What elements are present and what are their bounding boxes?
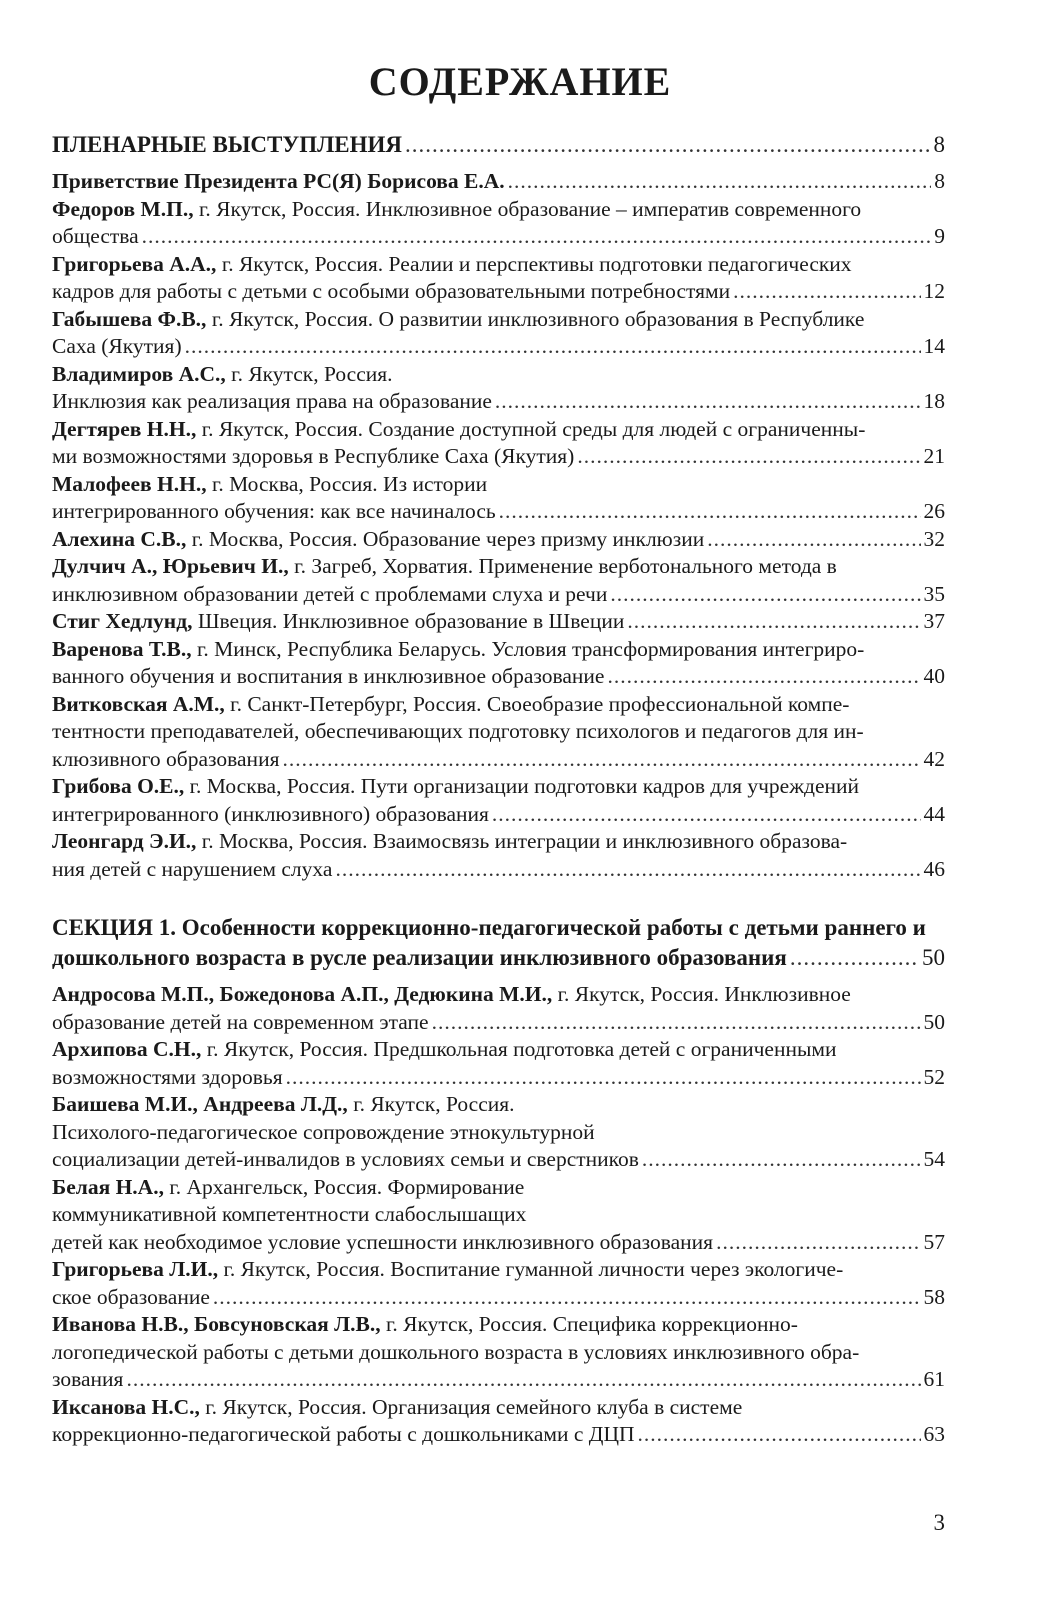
toc-entry: [52, 168, 945, 196]
entry-title: Швеция. Инклюзивное образование в Швеции: [192, 609, 625, 633]
entry-page: 37: [923, 609, 945, 633]
toc-entry: [52, 251, 945, 306]
entry-title: ми возможностями здоровья в Республике Саха (Якутия): [52, 444, 575, 468]
entry-page: 54: [923, 1147, 945, 1171]
toc-entry: [52, 608, 945, 636]
entry-author: Леонгард Э.И.,: [52, 829, 197, 853]
entry-author: Григорьева А.А.,: [52, 251, 217, 276]
table-of-contents: [52, 130, 945, 1449]
entry-title: коррекционно-педагогической работы с дошкольниками с ДЦП: [52, 1422, 635, 1446]
entry-page: 14: [923, 334, 945, 358]
entry-text: г. Якутск, Россия. О развитии инклюзивного образования в Республике: [206, 306, 865, 331]
entry-page: 26: [923, 499, 945, 523]
entry-page: 21: [923, 444, 945, 468]
entry-title: социализации детей-инвалидов в условиях семьи и сверстников: [52, 1147, 639, 1171]
entry-text: г. Якутск, Россия. Предшкольная подготовка детей с ограниченными: [201, 1037, 837, 1061]
entry-title: инклюзивном образовании детей с проблемами слуха и речи: [52, 581, 608, 606]
entry-title: клюзивного образования: [52, 746, 280, 771]
toc-entry: [52, 1256, 945, 1311]
plenary-heading: ПЛЕНАРНЫЕ ВЫСТУПЛЕНИЯ ..... 8: [52, 130, 945, 160]
entry-page: 40: [923, 664, 945, 688]
entry-title: Инклюзия как реализация права на образование: [52, 389, 492, 413]
entry-text: г. Якутск, Россия. Инклюзивное: [552, 982, 851, 1006]
entry-author: Варенова Т.В.,: [52, 636, 192, 661]
entry-author: Витковская А.М.,: [52, 691, 225, 716]
entry-page: 46: [923, 856, 945, 881]
entry-page: 42: [923, 746, 945, 771]
entry-text: г. Якутск, Россия. Организация семейного клуба в системе: [199, 1394, 743, 1419]
toc-entry: [52, 1174, 945, 1257]
entry-text: г. Москва, Россия. Взаимосвязь интеграции и инклюзивного образова-: [196, 829, 848, 853]
section1-entries: [52, 981, 945, 1449]
entry-text: г. Архангельск, Россия. Формирование: [163, 1174, 525, 1199]
entry-author: Иванова Н.В., Бовсуновская Л.В.,: [52, 1312, 381, 1336]
entry-author: Григорьева Л.И.,: [52, 1257, 219, 1281]
entry-text: г. Якутск, Россия.: [225, 361, 393, 386]
entry-text: г. Якутск, Россия. Инклюзивное образование – императив современного: [193, 196, 862, 221]
entry-author: Дегтярев Н.Н.,: [52, 416, 197, 441]
entry-author: Алехина С.В.,: [52, 526, 187, 551]
entry-title: г. Москва, Россия. Образование через призму инклюзии: [186, 526, 705, 551]
entry-page: 8: [934, 169, 945, 193]
entry-text: тентности преподавателей, обеспечивающих подготовку психологов и педагогов для ин-: [52, 719, 864, 743]
toc-entry: [52, 691, 945, 774]
entry-page: 63: [923, 1422, 945, 1446]
entry-title: возможностями здоровья: [52, 1064, 283, 1089]
entry-page: 52: [923, 1064, 945, 1089]
entry-text: г. Москва, Россия. Из истории: [206, 471, 488, 496]
entry-text: г. Москва, Россия. Пути организации подготовки кадров для учреждений: [184, 774, 860, 798]
entry-title: ния детей с нарушением слуха: [52, 856, 333, 881]
entry-page: 58: [923, 1284, 945, 1309]
entry-text: г. Якутск, Россия.: [347, 1092, 515, 1116]
entry-text: г. Загреб, Хорватия. Применение верботонального метода в: [288, 554, 837, 578]
toc-entry: [52, 1394, 945, 1449]
entry-page: 35: [923, 581, 945, 606]
entry-page: 12: [923, 279, 945, 303]
entry-page: 57: [923, 1229, 945, 1254]
toc-entry: [52, 1091, 945, 1174]
toc-entry: [52, 636, 945, 691]
toc-entry: [52, 828, 945, 883]
entry-text: г. Минск, Республика Беларусь. Условия трансформирования интегриро-: [191, 636, 865, 661]
plenary-entries: [52, 168, 945, 883]
entry-author: Грибова О.Е.,: [52, 774, 185, 798]
entry-text: г. Якутск, Россия. Создание доступной среды для людей с ограниченны-: [196, 416, 866, 441]
entry-title: образование детей на современном этапе: [52, 1009, 429, 1034]
toc-entry: [52, 553, 945, 608]
page-title: СОДЕРЖАНИЕ: [368, 59, 672, 104]
entry-page: 50: [923, 1009, 945, 1034]
entry-title: зования: [52, 1367, 124, 1391]
entry-title: ское образование: [52, 1284, 210, 1309]
page-number: 3: [933, 1510, 945, 1535]
entry-page: 44: [923, 801, 945, 826]
entry-text: г. Якутск, Россия. Реалии и перспективы подготовки педагогических: [216, 251, 852, 276]
entry-text: логопедической работы с детьми дошкольного возраста в условиях инклюзивного обра-: [52, 1339, 860, 1364]
entry-text: коммуникативной компетентности слабослышащих: [52, 1202, 527, 1226]
entry-page: 61: [923, 1367, 945, 1391]
entry-author: Владимиров А.С.,: [52, 361, 226, 386]
entry-page: 18: [923, 389, 945, 413]
entry-text: г. Санкт-Петербург, Россия. Своеобразие профессиональной компе-: [224, 691, 850, 716]
entry-author: Белая Н.А.,: [52, 1174, 164, 1199]
entry-author: Архипова С.Н.,: [52, 1037, 202, 1061]
entry-author: Стиг Хедлунд,: [52, 609, 193, 633]
entry-title: детей как необходимое условие успешности инклюзивного образования: [52, 1229, 714, 1254]
entry-title: ванного обучения и воспитания в инклюзивное образование: [52, 664, 605, 688]
toc-entry: [52, 306, 945, 361]
toc-entry: [52, 471, 945, 526]
toc-entry: [52, 416, 945, 471]
entry-text: г. Якутск, Россия. Воспитание гуманной личности через экологиче-: [218, 1257, 844, 1281]
entry-author: Малофеев Н.Н.,: [52, 471, 207, 496]
toc-entry: [52, 1036, 945, 1091]
entry-author: Иксанова Н.С.,: [52, 1394, 200, 1419]
entry-title: кадров для работы с детьми с особыми образовательными потребностями: [52, 279, 731, 303]
toc-entry: [52, 1311, 945, 1394]
entry-author: Дулчич А., Юрьевич И.,: [52, 554, 289, 578]
entry-text: г. Якутск, Россия. Специфика коррекционно-: [380, 1312, 798, 1336]
toc-entry: [52, 361, 945, 416]
entry-author: Приветствие Президента РС(Я) Борисова Е.А.: [52, 169, 505, 193]
entry-title: Саха (Якутия): [52, 334, 182, 358]
entry-author: Баишева М.И., Андреева Л.Д.,: [52, 1092, 348, 1116]
entry-author: Андросова М.П., Божедонова А.П., Дедюкина М.И.,: [52, 982, 553, 1006]
entry-author: Габышева Ф.В.,: [52, 306, 207, 331]
entry-title: интегрированного (инклюзивного) образования: [52, 801, 489, 826]
entry-page: 32: [923, 526, 945, 551]
toc-entry: [52, 196, 945, 251]
entry-text: Психолого-педагогическое сопровождение этнокультурной: [52, 1119, 595, 1144]
toc-entry: [52, 526, 945, 554]
section1-heading: СЕКЦИЯ 1. Особенности коррекционно-педагогической работы с детьми раннего и дошкольного возраста в русле реализации инклюзивного образования ..... 50: [52, 913, 945, 973]
toc-entry: [52, 981, 945, 1036]
entry-author: Федоров М.П.,: [52, 196, 194, 221]
entry-title: интегрированного обучения: как все начиналось: [52, 499, 496, 523]
entry-page: 9: [934, 224, 945, 248]
entry-title: общества: [52, 224, 139, 248]
toc-entry: [52, 773, 945, 828]
